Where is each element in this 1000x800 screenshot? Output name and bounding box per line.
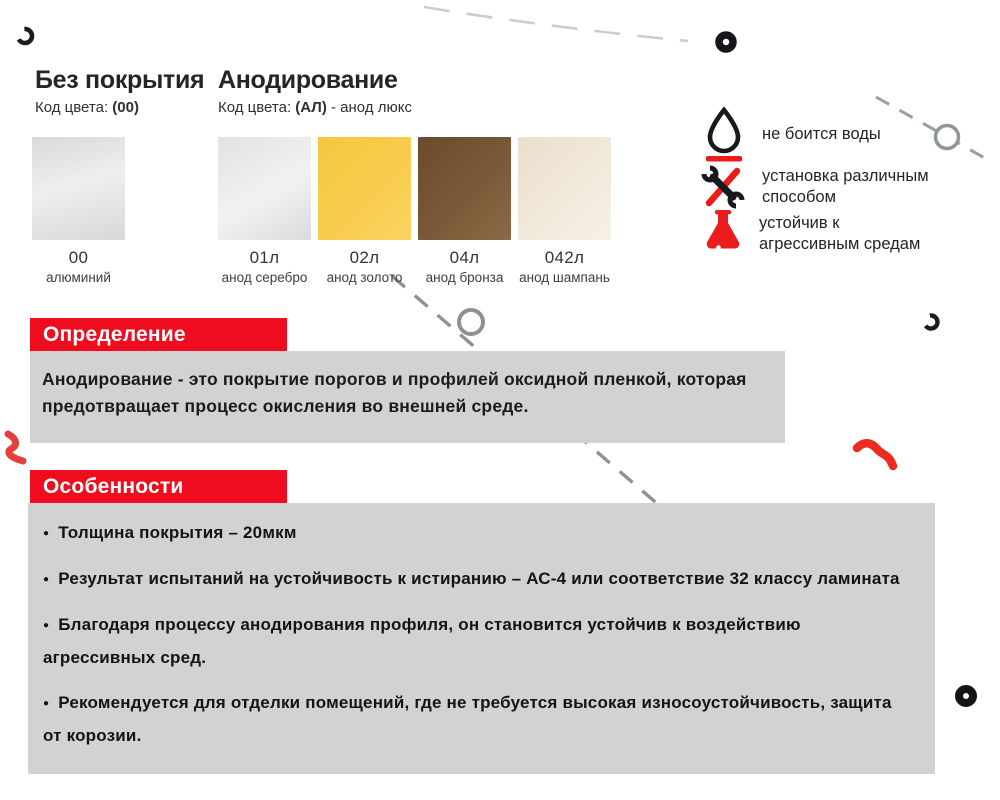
- definition-text: Анодирование - это покрытие порогов и профилей оксидной пленкой, которая предотвращает процесс окисления во внешней среде.: [42, 369, 747, 416]
- red-squiggle-icon: [8, 434, 23, 461]
- color-swatch-bronze: [418, 137, 511, 240]
- code-suffix: - анод люкс: [326, 99, 412, 116]
- uncoated-code-line: [35, 99, 139, 116]
- flask-icon: [703, 208, 743, 260]
- dashed-line-top: [424, 7, 688, 41]
- benefit-label: устойчив к агрессивным средам: [759, 214, 921, 253]
- feature-bullet: ● Рекомендуется для отделки помещений, где не требуется высокая износоустойчивость, защита от корозии.: [43, 687, 915, 752]
- code-value: (00): [112, 99, 139, 116]
- water-drop-icon: [702, 105, 746, 163]
- features-section-title: Особенности: [30, 470, 287, 503]
- donut-dot-icon: [719, 35, 733, 49]
- feature-bullet: ● Результат испытаний на устойчивость к истиранию – АС-4 или соответствие 32 классу ламината: [43, 563, 915, 596]
- code-prefix: Код цвета:: [35, 99, 113, 116]
- swatch-name: алюминий: [46, 270, 111, 285]
- swatch-code: 04л: [449, 248, 480, 267]
- swatch-code: 02л: [349, 248, 380, 267]
- features-panel: [28, 503, 935, 774]
- comma-arc-icon: [924, 315, 938, 329]
- definition-section-title: Определение: [30, 318, 287, 351]
- feature-bullet: ● Благодаря процессу анодирования профиля, он становится устойчив к воздействию агрессивных сред.: [43, 609, 915, 674]
- circle-marker-icon: [459, 310, 483, 334]
- benefit-row-water: [702, 106, 940, 162]
- swatch-cell-042l: [518, 137, 611, 285]
- swatch-cell-00: [32, 137, 125, 285]
- uncoated-title: Без покрытия: [35, 66, 205, 94]
- benefit-row-chem: [703, 208, 937, 260]
- comma-arc-icon: [17, 28, 32, 43]
- benefit-label: не боится воды: [762, 124, 881, 143]
- swatch-cell-02l: [318, 137, 411, 285]
- color-swatch-aluminium: [32, 137, 125, 240]
- definition-panel: [30, 351, 785, 443]
- swatch-cell-04l: [418, 137, 511, 285]
- code-value: (АЛ): [295, 99, 327, 116]
- swatch-code: 00: [68, 248, 89, 267]
- code-prefix: Код цвета:: [218, 99, 296, 116]
- swatch-cell-01l: [218, 137, 311, 285]
- donut-dot-icon: [959, 689, 973, 703]
- swatch-name: анод шампань: [519, 270, 610, 285]
- swatch-name: анод серебро: [221, 270, 308, 285]
- benefit-row-install: [700, 163, 940, 211]
- swatch-code: 042л: [544, 248, 585, 267]
- color-swatch-gold: [318, 137, 411, 240]
- anodizing-title: Анодирование: [218, 66, 398, 94]
- benefit-label: установка различным способом: [762, 167, 929, 206]
- color-swatch-champagne: [518, 137, 611, 240]
- red-squiggle-icon: [857, 443, 893, 466]
- anodizing-code-line: [218, 99, 412, 116]
- swatch-name: анод бронза: [425, 270, 504, 285]
- swatch-name: анод золото: [326, 270, 403, 285]
- feature-bullet: ● Толщина покрытия – 20мкм: [43, 517, 915, 550]
- swatch-code: 01л: [249, 248, 280, 267]
- color-swatch-silver: [218, 137, 311, 240]
- wrench-screwdriver-icon: [700, 164, 746, 210]
